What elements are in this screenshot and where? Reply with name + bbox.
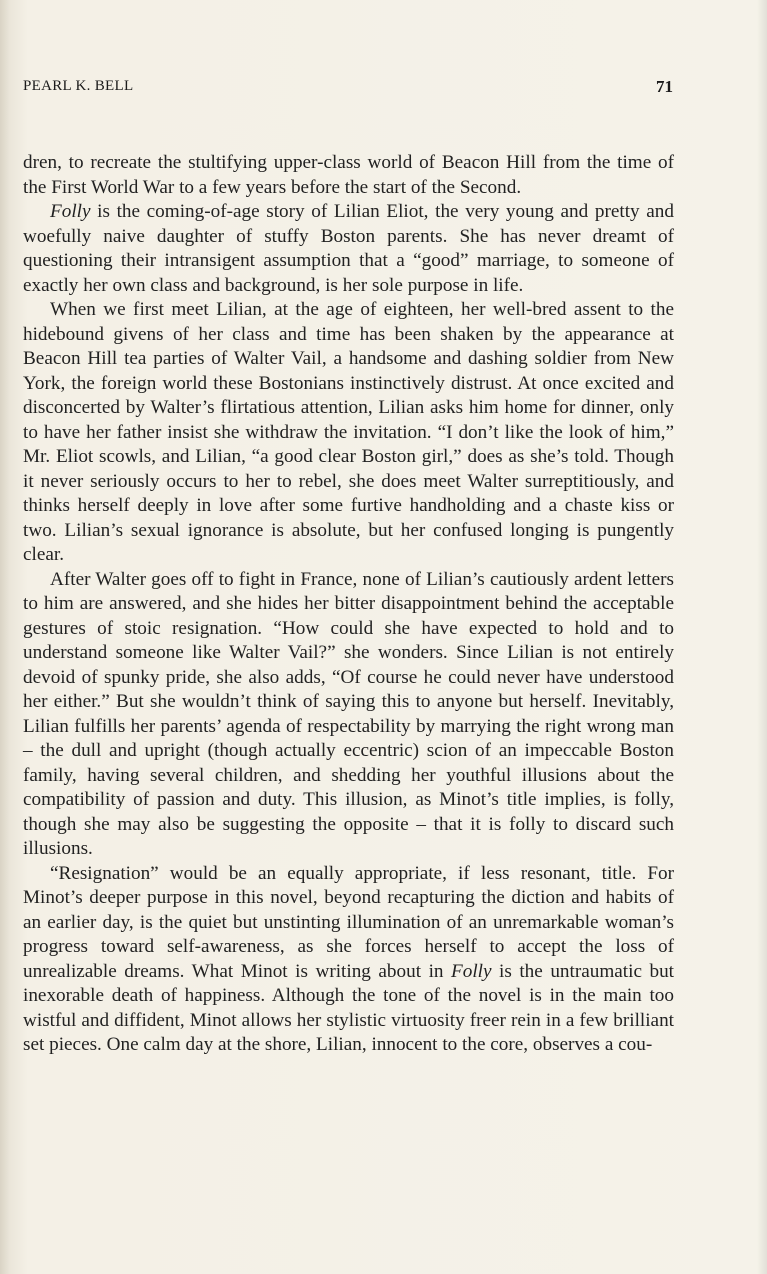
paragraph-3-text: When we first meet Lilian, at the age of eighteen, her well-bred assent to the hidebound givens of her class and time has been shaken by the appearance at Beacon Hill tea parties of Walter Vail, a handsome and dashing soldier from New York, the foreign world these Bostonians instinctively distrust. At once excited and disconcerted by Walter’s flirtatious attention, Lilian asks him home for dinner, only to have her father insist she withdraw the invitation. “I don’t like the look of him,” Mr. Eliot scowls, and Lilian, “a good clear Boston girl,” does as she’s told. Though it never seriously occurs to her to rebel, she does meet Walter surreptitiously, and thinks herself deeply in love after some furtive handholding and a chaste kiss or two. Lilian’s sexual ignorance is absolute, but her confused longing is pungently clear. [23, 299, 674, 565]
paragraph-2-title-italic: Folly [50, 201, 91, 222]
paragraph-2 [23, 200, 674, 298]
page-number: 71 [656, 77, 673, 96]
paragraph-5-title-italic: Folly [451, 960, 492, 982]
paragraph-4 [23, 568, 674, 862]
paragraph-1-text: dren, to recreate the stultifying upper-class world of Beacon Hill from the time of the First World War to a few years before the start of the Second. [23, 152, 674, 198]
running-head [23, 78, 673, 98]
paragraph-4-text: After Walter goes off to fight in France, none of Lilian’s cautiously ardent letters to him are answered, and she hides her bitter disappointment behind the acceptable gestures of stoic resignation. “How could she have expected to hold and to understand someone like Walter Vail?” she wonders. Since Lilian is not entirely devoid of spunky pride, she also adds, “Of course he could never have understood her either.” But she wouldn’t think of saying this to anyone but herself. Inevitably, Lilian fulfills her parents’ agenda of respectability by marrying the right wrong man – the dull and upright (though actually eccentric) scion of an impeccable Boston family, having several children, and shedding her youthful illusions about the compatibility of passion and duty. This illusion, as Minot’s title implies, is folly, though she may also be suggesting the opposite – that it is folly to discard such illusions. [23, 568, 674, 859]
paragraph-5-text-before: “Resignation” would be an equally appropriate, if less resonant, title. For Minot’s deeper purpose in this novel, beyond recapturing the diction and habits of an earlier day, is the quiet but unstinting illumination of an unremarkable woman’s progress toward self-awareness, as she forces herself to accept the loss of unrealizable dreams. What Minot is writing about in [23, 862, 674, 982]
paragraph-5-text-after: is the untraumatic but inexorable death of happiness. Although the tone of the novel is in the main too wistful and diffident, Minot allows her stylistic virtuosity freer rein in a few brilliant set pieces. One calm day at the shore, Lilian, innocent to the core, observes a cou- [23, 960, 674, 1055]
author-running-head: PEARL K. BELL [23, 78, 134, 94]
body-text [23, 151, 674, 1058]
paragraph-5 [23, 862, 674, 1058]
paragraph-1 [23, 151, 674, 200]
paragraph-2-text: is the coming-of-age story of Lilian Eliot, the very young and pretty and woefully naive daughter of stuffy Boston parents. She has never dreamt of questioning their intransigent assumption that a “good” marriage, to someone of exactly her own class and background, is her sole purpose in life. [23, 201, 674, 296]
paragraph-3 [23, 298, 674, 568]
